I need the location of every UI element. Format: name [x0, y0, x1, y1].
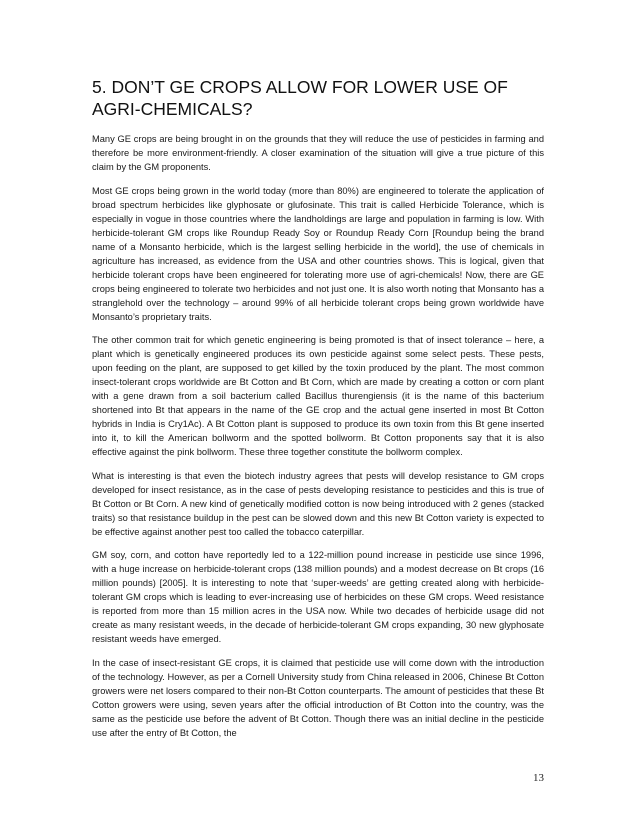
paragraph-china-study: In the case of insect-resistant GE crops, it is claimed that pesticide use will come down with the introduction of the technology. However, as per a Cornell University study from China released in 2006, Chinese Bt Cotton growers were net losers compared to their non-Bt Cotton counterparts. The amount of pesticides that these Bt Cotton growers were using, seven years after the official introduction of Bt Cotton into the country, was the same as the pesticide use before the advent of Bt Cotton. Though there was an initial decline in the pesticide use after the entry of Bt Cotton, the: [92, 657, 544, 738]
page-number: 13: [533, 772, 544, 784]
page-content: [92, 76, 544, 749]
paragraph-pest-resistance: What is interesting is that even the biotech industry agrees that pests will develop resistance to GM crops developed for insect resistance, as in the case of pests developing resistance to pesticides and this is true of Bt Cotton or Bt Corn. A new kind of genetically modified cotton is now being introduced with 2 genes (stacked traits) so that resistance buildup in the pest can be slowed down and this new Bt Cotton variety is expected to be effective against another pest too called the tobacco caterpillar.: [92, 470, 544, 537]
paragraph-pesticide-increase: GM soy, corn, and cotton have reportedly led to a 122-million pound increase in pesticide use since 1996, with a huge increase on herbicide-tolerant crops (138 million pounds) and a modest decrease on Bt crops (16 million pounds) [2005]. It is interesting to note that ‘super-weeds’ are getting created along with herbicide-tolerant GM crops which is leading to ever-increasing use of herbicides on these GM crops. Weed resistance is reported from more than 15 million acres in the USA now. While two decades of herbicide usage did not create as many resistant weeds, in the decade of herbicide-tolerant GM crops expanding, 30 new glyphosate resistant weeds have emerged.: [92, 550, 544, 644]
paragraph-intro: Many GE crops are being brought in on the grounds that they will reduce the use of pesticides in farming and therefore be more environment-friendly. A closer examination of the situation will give a true picture of this claim by the GM proponents.: [92, 134, 544, 172]
section-heading: 5. DON’T GE CROPS ALLOW FOR LOWER USE OF AGRI-CHEMICALS?: [92, 77, 508, 119]
paragraph-herbicide-tolerance: Most GE crops being grown in the world today (more than 80%) are engineered to tolerate the application of broad spectrum herbicides like glyphosate or glufosinate. This trait is called Herbicide Tolerance, which is especially in vogue in those countries where the landholdings are large and population in farming is low. With herbicide-tolerant GM crops like Roundup Ready Soy or Roundup Ready Corn [Roundup being the brand name of a Monsanto herbicide, which is the largest selling herbicide in the world], the use of chemicals in agriculture has increased, as evidence from the USA and other countries shows. This is logical, given that herbicide tolerant crops have been engineered for tolerating more use of agri-chemicals! Now, there are GE crops being engineered to tolerate two herbicides and not just one. It is also worth noting that Monsanto has a stranglehold over the technology – around 99% of all herbicide tolerant crops being grown worldwide have Monsanto’s proprietary traits.: [92, 185, 544, 322]
paragraph-insect-tolerance: The other common trait for which genetic engineering is being promoted is that of insect tolerance – here, a plant which is genetically engineered produces its own pesticide against some select pests. These pests, upon feeding on the plant, are supposed to get killed by the toxin produced by the plant. The most common insect-tolerant crops worldwide are Bt Cotton and Bt Corn, which are made by creating a cotton or corn plant with a gene drawn from a soil bacterium called Bacillus thurengiensis (it is the name of this bacterium shortened into Bt that appears in the name of the GE crop and the actual gene inserted in most Bt Cotton hybrids in India is Cry1Ac). A Bt Cotton plant is supposed to produce its own toxin from this Bt gene inserted into it, to kill the American bollworm and the spotted bollworm. Bt Cotton proponents say that it is also effective against the pink bollworm. These three together constitute the bollworm complex.: [92, 335, 544, 457]
